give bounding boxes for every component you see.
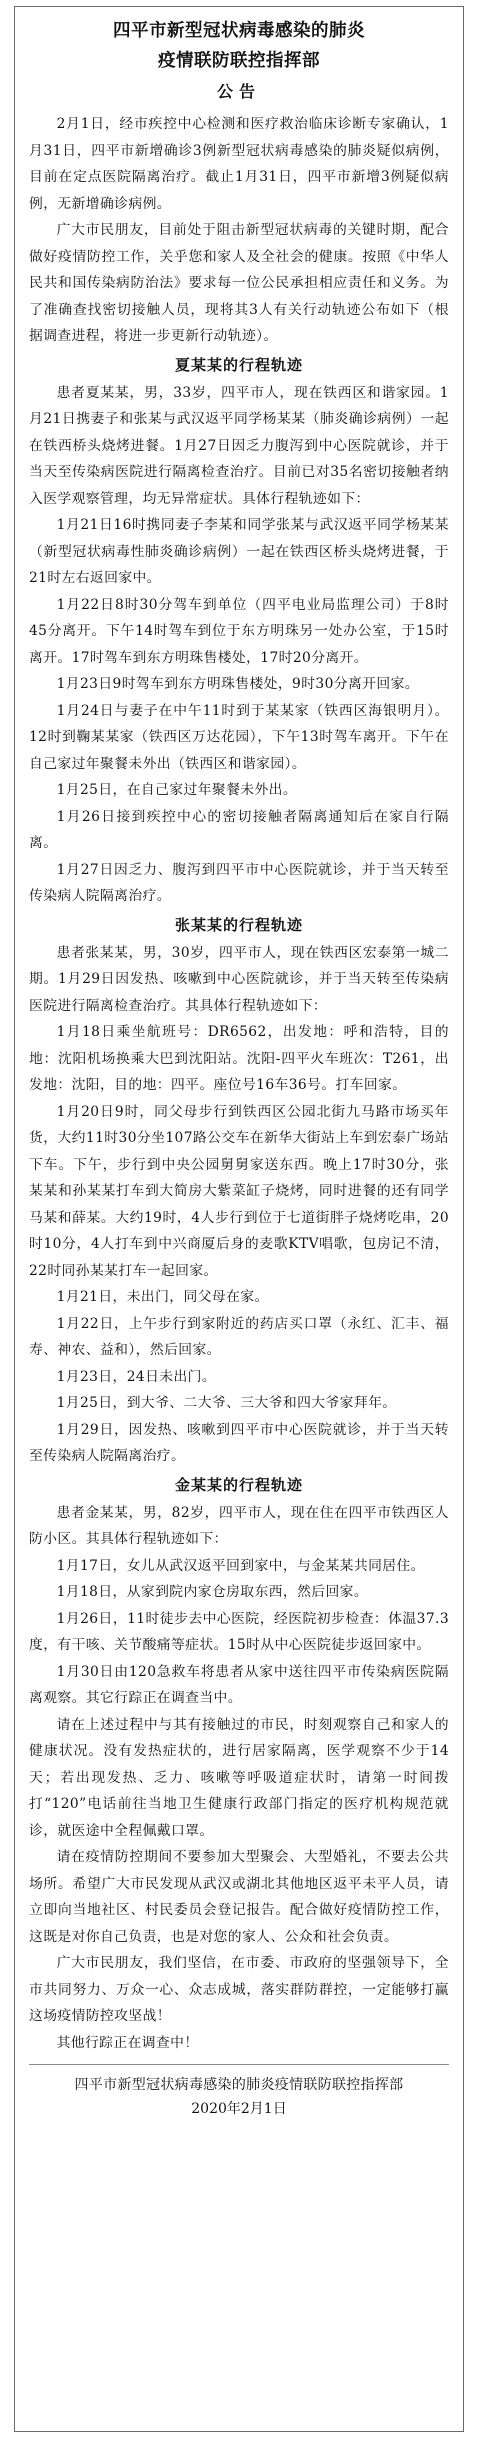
xia-paragraph: 1月24日与妻子在中午11时到于某某家（铁西区海银明月）。12时到鞠某某家（铁西区万达花园），下午13时驾车离开。下午在自己家过年聚餐未外出（铁西区和谐家园）。	[29, 702, 449, 772]
zhang-paragraph: 1月20日9时，同父母步行到铁西区公园北街九马路市场买年货，大约11时30分坐107路公交车在新华大街站上车到宏泰广场站下车。下午，步行到中央公园舅舅家送东西。晚上17时30分，张某某和孙某某打车到大简房大紫菜缸子烧烤，同时进餐的还有同学马某和薛某。大约19时，4人步行到位于七道街胖子烧烤吃串，20时10分，4人打车到中兴商厦后身的麦歌KTV唱歌，包房记不清，22时同孙某某打车一起回家。	[29, 1103, 449, 1279]
zhang-paragraph: 1月29日，因发热、咳嗽到四平市中心医院就诊，并于当天转至传染病人院隔离治疗。	[29, 1421, 449, 1464]
jin-paragraph: 请在上述过程中与其有接触过的市民，时刻观察自己和家人的健康状况。没有发热症状的，进行居家隔离，医学观察不少于14天；若出现发热、乏力、咳嗽等呼吸道症状时，请第一时间拨打“120”电话前往当地卫生健康行政部门指定的医疗机构规范就诊，就医途中全程佩戴口罩。	[29, 1716, 449, 1839]
jin-paragraph: 1月26日，11时徒步去中心医院，经医院初步检查：体温37.3度，有干咳、关节酸痛等症状。15时从中心医院徒步返回家中。	[29, 1610, 449, 1653]
zhang-paragraph: 1月25日，到大爷、二大爷、三大爷和四大爷家拜年。	[56, 1395, 397, 1411]
intro-paragraph: 2月1日，经市疾控中心检测和医疗救治临床诊断专家确认，1月31日，四平市新增确诊3例新型冠状病毒感染的肺炎疑似病例，目前在定点医院隔离治疗。截止1月31日，四平市新增3例疑似病例，无新增确诊病例。	[29, 116, 449, 212]
xia-paragraph: 1月21日16时携同妻子李某和同学张某与武汉返平同学杨某某（新型冠状病毒性肺炎确诊病例）一起在铁西区桥头烧烤进餐，于21时左右返回家中。	[29, 517, 449, 586]
jin-paragraph: 患者金某某，男，82岁，四平市人，现在住在四平市铁西区人防小区。其具体行程轨迹如下：	[29, 1504, 449, 1547]
xia-paragraph: 1月26日接到疾控中心的密切接触者隔离通知后在家自行隔离。	[29, 808, 449, 851]
jin-paragraph: 其他行踪正在调查中！	[56, 2034, 199, 2051]
zhang-paragraph: 患者张某某，男，30岁，四平市人，现在铁西区宏泰第一城二期。1月29日因发热、咳嗽到中心医院就诊，并于当天转至传染病医院进行隔离检查治疗。其具体行程轨迹如下：	[29, 944, 449, 1014]
intro-paragraph: 广大市民朋友，目前处于阻击新型冠状病毒的关键时期，配合做好疫情防控工作，关乎您和家人及全社会的健康。按照《中华人民共和国传染病防治法》要求每一位公民承担相应责任和义务。为了准确查找密切接触人员，现将其3人有关行动轨迹公布如下（根据调查进程，将进一步更新行动轨迹）。	[29, 222, 449, 344]
jin-paragraph: 1月18日，从家到院内家仓房取东西，然后回家。	[56, 1584, 369, 1600]
announcement-label: 公告	[216, 82, 261, 101]
xia-paragraph: 1月22日8时30分驾车到单位（四平电业局监理公司）于8时45分离开。下午14时驾车到位于东方明珠另一处办公室，于15时离开。17时驾车到东方明珠售楼处，17时20分离开。	[29, 596, 449, 666]
xia-paragraph: 1月25日，在自己家过年聚餐未外出。	[56, 782, 298, 798]
issue-date: 2020年2月1日	[191, 2101, 287, 2117]
document-title-line-2: 疫情联防联控指挥部	[158, 51, 320, 71]
zhang-paragraph: 1月21日，未出门，同父母在家。	[56, 1289, 269, 1305]
document-title-line-1: 四平市新型冠状病毒感染的肺炎	[113, 21, 365, 41]
jin-paragraph: 请在疫情防控期间不要参加大型聚会、大型婚礼，不要去公共场所。希望广大市民发现从武汉或湖北其他地区返平未平人员，请立即向当地社区、村民委员会登记报告。配合做好疫情防控工作，这既是对你自己负责，也是对您的家人、公众和社会负责。	[29, 1849, 449, 1945]
section-heading-xia: 夏某某的行程轨迹	[174, 355, 303, 374]
jin-paragraph: 1月17日，女儿从武汉返平回到家中，与金某某共同居住。	[56, 1557, 425, 1574]
xia-paragraph: 患者夏某某，男，33岁，四平市人，现在铁西区和谐家园。1月21日携妻子和张某与武汉返平同学杨某某（肺炎确诊病例）一起在铁西桥头烧烤进餐。1月27日因乏力腹泻到中心医院就诊，并于当天至传染病医院进行隔离检查治疗。目前已对35名密切接触者纳入医学观察管理，均无异常症状。具体行程轨迹如下：	[29, 384, 449, 507]
jin-paragraph: 1月30日由120急救车将患者从家中送往四平市传染病医院隔离观察。其它行踪正在调查当中。	[29, 1663, 449, 1706]
jin-paragraph: 广大市民朋友，我们坚信，在市委、市政府的坚强领导下，全市共同努力、万众一心、众志成城，落实群防群控，一定能够打赢这场疫情防控攻坚战！	[29, 1955, 449, 2024]
section-heading-zhang: 张某某的行程轨迹	[174, 915, 303, 934]
zhang-paragraph: 1月18日乘坐航班号：DR6562，出发地：呼和浩特，目的地：沈阳机场换乘大巴到沈阳站。沈阳-四平火车班次：T261，出发地：沈阳，目的地：四平。座位号16车36号。打车回家。	[29, 1024, 449, 1093]
zhang-paragraph: 1月23日，24日未出门。	[56, 1368, 217, 1385]
xia-paragraph: 1月27日因乏力、腹泻到四平市中心医院就诊，并于当天转至传染病人院隔离治疗。	[29, 861, 449, 904]
xia-paragraph: 1月23日9时驾车到东方明珠售楼处，9时30分离开回家。	[56, 676, 419, 692]
issuer-signature: 四平市新型冠状病毒感染的肺炎疫情联防联控指挥部	[29, 2064, 449, 2097]
zhang-paragraph: 1月22日，上午步行到家附近的药店买口罩（永红、汇丰、福寿、神农、益和），然后回家。	[29, 1315, 449, 1358]
announcement-document	[14, 6, 464, 2432]
section-heading-jin: 金某某的行程轨迹	[174, 1475, 303, 1494]
